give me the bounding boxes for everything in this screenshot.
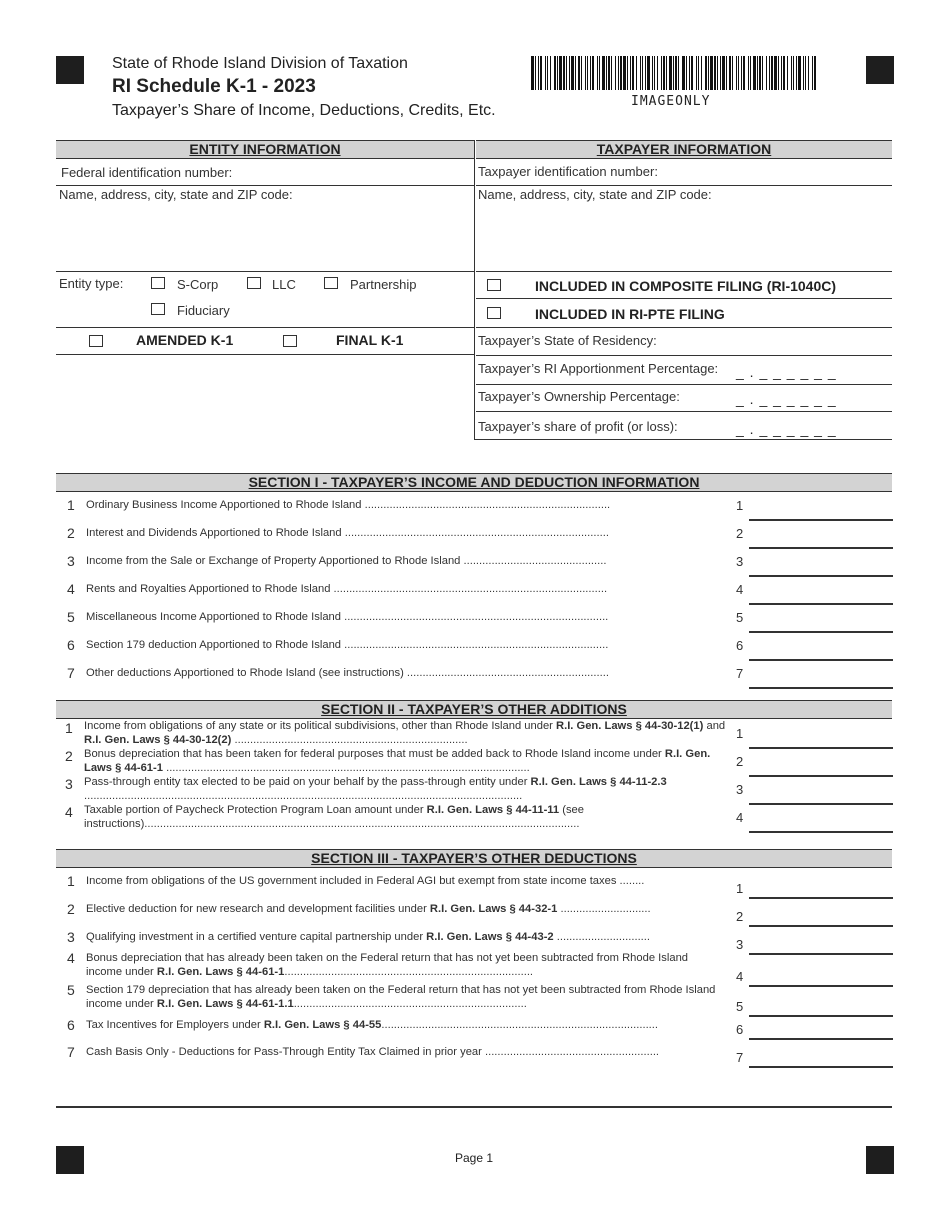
description-text: ......................................................................................... (381, 1019, 659, 1031)
llc-label: LLC (272, 277, 296, 292)
amount-field[interactable] (749, 1066, 893, 1068)
line-description: Section 179 deduction Apportioned to Rhode Island ..................................................................................... (86, 639, 609, 651)
section1-heading: SECTION I - TAXPAYER’S INCOME AND DEDUCTION INFORMATION (56, 473, 892, 492)
llc-checkbox[interactable] (247, 277, 261, 289)
fiduciary-checkbox[interactable] (151, 303, 165, 315)
line-description: Ordinary Business Income Apportioned to Rhode Island ............................................................................... (86, 499, 611, 511)
amount-field[interactable] (749, 831, 893, 833)
description-text: ............................................................................................................................................. (84, 790, 523, 802)
line-description (84, 719, 726, 747)
description-text: Section 179 depreciation that has already been taken on the Federal return that has not yet been subtracted from Rhode Island income under (86, 984, 716, 1010)
description-text: and (703, 720, 726, 732)
line-number: 1 (67, 497, 75, 513)
profit-share-percent-field[interactable]: _ . _ _ _ _ _ _ (736, 421, 837, 437)
line-number: 6 (67, 1017, 75, 1033)
registration-mark-bottom-right (866, 1146, 894, 1174)
amended-k1-checkbox[interactable] (89, 335, 103, 347)
description-text: (see instructions)............................................................................................................................................ (84, 804, 584, 830)
ownership-label: Taxpayer’s Ownership Percentage: (478, 389, 680, 404)
amended-k1-label: AMENDED K-1 (136, 332, 234, 348)
amount-field[interactable] (749, 603, 893, 605)
fiduciary-label: Fiduciary (177, 303, 230, 318)
description-text: Qualifying investment in a certified venture capital partnership under (86, 931, 427, 943)
right-line-number: 2 (736, 909, 744, 924)
composite-filing-label: INCLUDED IN COMPOSITE FILING (RI-1040C) (535, 278, 837, 294)
right-line-number: 1 (736, 498, 744, 513)
amount-field[interactable] (749, 747, 893, 749)
description-text: Elective deduction for new research and development facilities under (86, 903, 430, 915)
right-line-number: 2 (736, 526, 744, 541)
line-description (86, 874, 726, 888)
line-number: 3 (65, 776, 73, 792)
line-number: 4 (65, 804, 73, 820)
right-line-number: 2 (736, 754, 744, 769)
description-text: ..................................................................................................................... (162, 762, 530, 774)
line-description: Miscellaneous Income Apportioned to Rhode Island ..................................................................................... (86, 611, 609, 623)
amount-field[interactable] (749, 775, 893, 777)
section2-heading: SECTION II - TAXPAYER’S OTHER ADDITIONS (56, 700, 892, 719)
line-number: 6 (67, 637, 75, 653)
line-description (86, 1018, 726, 1032)
law-reference: R.I. Gen. Laws § 44-55 (263, 1019, 382, 1031)
law-reference: R.I. Gen. Laws § 44-61-1.1 (156, 998, 294, 1010)
apportionment-label: Taxpayer’s RI Apportionment Percentage: (478, 361, 719, 376)
line-number: 2 (67, 525, 75, 541)
line-number: 4 (67, 581, 75, 597)
right-line-number: 7 (736, 1050, 744, 1065)
law-reference: R.I. Gen. Laws § 44-61-1 (84, 748, 711, 774)
line-description (86, 951, 726, 979)
entity-info-heading: ENTITY INFORMATION (56, 140, 474, 159)
residency-label: Taxpayer’s State of Residency: (478, 333, 657, 348)
right-line-number: 6 (736, 1022, 744, 1037)
line-number: 7 (67, 1044, 75, 1060)
ri-pte-label: INCLUDED IN RI-PTE FILING (535, 306, 725, 322)
line-description: Income from the Sale or Exchange of Property Apportioned to Rhode Island .............................................. (86, 555, 607, 567)
fein-label: Federal identification number: (61, 165, 233, 180)
amount-field[interactable] (749, 897, 893, 899)
partnership-label: Partnership (350, 277, 417, 292)
form-title: RI Schedule K-1 - 2023 (112, 76, 316, 97)
line-number: 3 (67, 929, 75, 945)
line-description (84, 747, 726, 775)
law-reference: R.I. Gen. Laws § 44-11-11 (426, 804, 560, 816)
entity-type-label: Entity type: (59, 276, 124, 291)
description-text: Income from obligations of the US government included in Federal AGI but exempt from state income taxes ........ (86, 875, 645, 887)
registration-mark-bottom-left (56, 1146, 84, 1174)
description-text: ........................................................................... (231, 734, 468, 746)
right-line-number: 4 (736, 810, 744, 825)
composite-filing-checkbox[interactable] (487, 279, 501, 291)
description-text: ............................. (557, 903, 651, 915)
line-description (86, 902, 726, 916)
description-text: Taxable portion of Paycheck Protection Program Loan amount under (84, 804, 427, 816)
line-number: 4 (67, 950, 75, 966)
taxpayer-info-heading: TAXPAYER INFORMATION (476, 140, 892, 159)
entity-name-label: Name, address, city, state and ZIP code: (59, 187, 293, 202)
line-number: 7 (67, 665, 75, 681)
description-text: Tax Incentives for Employers under (86, 1019, 264, 1031)
description-text: .............................. (553, 931, 650, 943)
law-reference: R.I. Gen. Laws § 44-30-12(2) (84, 734, 232, 746)
line-description (86, 983, 726, 1011)
right-line-number: 1 (736, 881, 744, 896)
registration-mark-top-left (56, 56, 84, 84)
ri-pte-checkbox[interactable] (487, 307, 501, 319)
line-description (86, 930, 726, 944)
line-number: 5 (67, 609, 75, 625)
line-description (86, 1045, 726, 1059)
amount-field[interactable] (749, 925, 893, 927)
line-number: 2 (67, 901, 75, 917)
line-description: Interest and Dividends Apportioned to Rhode Island ..................................................................................... (86, 527, 609, 539)
profit-share-label: Taxpayer’s share of profit (or loss): (478, 419, 678, 434)
final-k1-checkbox[interactable] (283, 335, 297, 347)
agency-name: State of Rhode Island Division of Taxation (112, 55, 408, 72)
description-text: ................................................................................ (284, 966, 534, 978)
line-number: 1 (67, 873, 75, 889)
amount-field[interactable] (749, 687, 893, 689)
line-number: 2 (65, 748, 73, 764)
amount-field[interactable] (749, 659, 893, 661)
law-reference: R.I. Gen. Laws § 44-32-1 (429, 903, 558, 915)
description-text: Pass-through entity tax elected to be paid on your behalf by the pass-through entity under (84, 776, 531, 788)
description-text: Cash Basis Only - Deductions for Pass-Through Entity Tax Claimed in prior year ........................................................ (86, 1046, 660, 1058)
amount-field[interactable] (749, 631, 893, 633)
barcode (531, 56, 816, 90)
line-description (84, 775, 726, 803)
right-line-number: 5 (736, 999, 744, 1014)
line-number: 3 (67, 553, 75, 569)
apportionment-percent-field[interactable]: _ . _ _ _ _ _ _ (736, 364, 837, 380)
scorp-label: S-Corp (177, 277, 219, 292)
page-number: Page 1 (455, 1151, 494, 1165)
right-line-number: 7 (736, 666, 744, 681)
right-line-number: 4 (736, 969, 744, 984)
amount-field[interactable] (749, 1038, 893, 1040)
law-reference: R.I. Gen. Laws § 44-61-1 (156, 966, 285, 978)
amount-field[interactable] (749, 1015, 893, 1017)
form-subtitle: Taxpayer’s Share of Income, Deductions, Credits, Etc. (112, 102, 496, 119)
amount-field[interactable] (749, 953, 893, 955)
amount-field[interactable] (749, 803, 893, 805)
line-description: Rents and Royalties Apportioned to Rhode Island ........................................................................................ (86, 583, 608, 595)
description-text: Bonus depreciation that has already been taken on the Federal return that has not yet been subtracted from Rhode Island income under (86, 952, 689, 978)
scorp-checkbox[interactable] (151, 277, 165, 289)
registration-mark-top-right (866, 56, 894, 84)
right-line-number: 1 (736, 726, 744, 741)
right-line-number: 3 (736, 554, 744, 569)
right-line-number: 4 (736, 582, 744, 597)
barcode-caption: IMAGEONLY (631, 94, 711, 109)
line-description: Other deductions Apportioned to Rhode Island (see instructions) ................................................................. (86, 667, 609, 679)
right-line-number: 5 (736, 610, 744, 625)
law-reference: R.I. Gen. Laws § 44-43-2 (426, 931, 554, 943)
amount-field[interactable] (749, 575, 893, 577)
amount-field[interactable] (749, 519, 893, 521)
description-text: Bonus depreciation that has been taken for federal purposes that must be added back to Rhode Island income under (84, 748, 665, 760)
partnership-checkbox[interactable] (324, 277, 338, 289)
right-line-number: 6 (736, 638, 744, 653)
tin-label: Taxpayer identification number: (478, 164, 658, 179)
description-text: ........................................................................... (293, 998, 527, 1010)
taxpayer-name-label: Name, address, city, state and ZIP code: (478, 187, 712, 202)
law-reference: R.I. Gen. Laws § 44-30-12(1) (556, 720, 704, 732)
line-number: 1 (65, 720, 73, 736)
right-line-number: 3 (736, 937, 744, 952)
amount-field[interactable] (749, 985, 893, 987)
final-k1-label: FINAL K-1 (336, 332, 404, 348)
description-text: Income from obligations of any state or its political subdivisions, other than Rhode Island under (84, 720, 556, 732)
section3-heading: SECTION III - TAXPAYER’S OTHER DEDUCTIONS (56, 849, 892, 868)
line-number: 5 (67, 982, 75, 998)
amount-field[interactable] (749, 547, 893, 549)
right-line-number: 3 (736, 782, 744, 797)
line-description (84, 803, 726, 831)
ownership-percent-field[interactable]: _ . _ _ _ _ _ _ (736, 391, 837, 407)
law-reference: R.I. Gen. Laws § 44-11-2.3 (530, 776, 667, 788)
